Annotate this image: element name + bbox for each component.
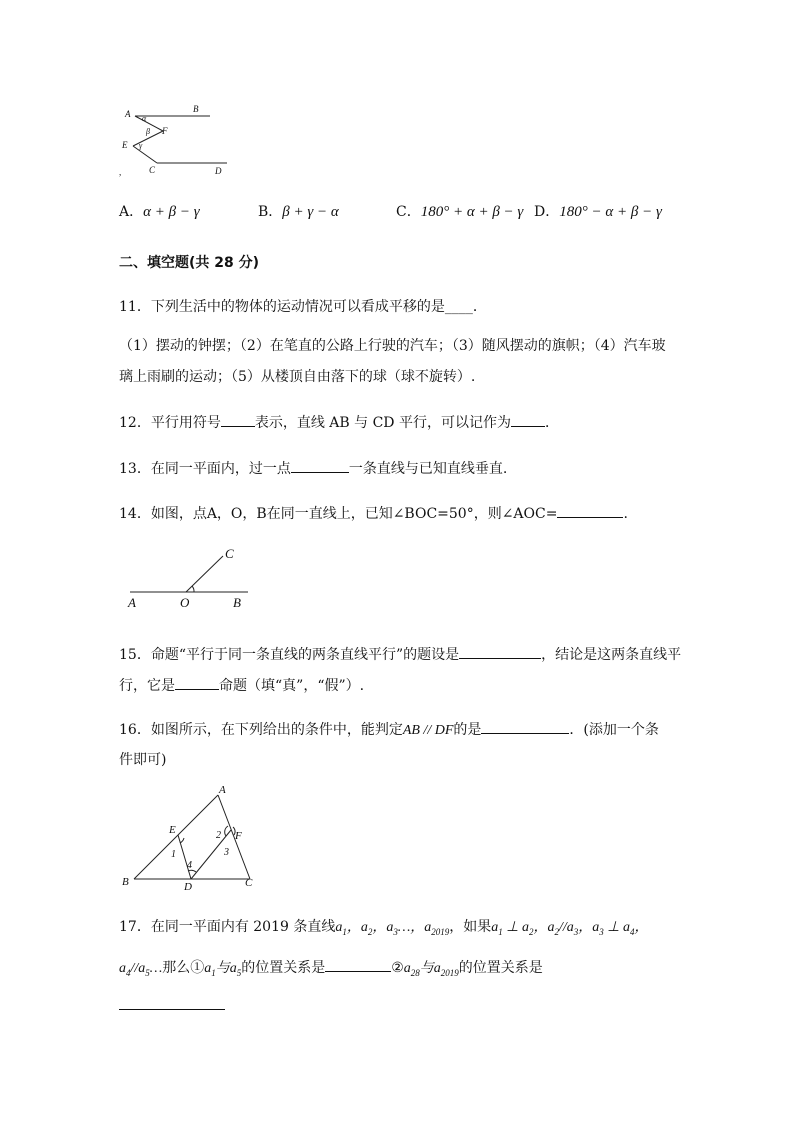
label-1: 1 <box>171 849 176 860</box>
label-O: O <box>180 595 190 610</box>
label-A: A <box>219 784 226 796</box>
figure-q16 <box>118 780 268 892</box>
section-title: 二、填空题(共 28 分) <box>119 255 260 271</box>
label-beta: β <box>146 127 150 136</box>
label-D: D <box>215 166 222 176</box>
label-2: 2 <box>216 830 221 841</box>
question-11-options-line2: 璃上雨刷的运动；（5）从楼顶自由落下的球（球不旋转）. <box>119 369 476 385</box>
answer-blank[interactable] <box>325 957 391 972</box>
label-C: C <box>225 546 234 561</box>
answer-blank[interactable] <box>119 1009 225 1010</box>
answer-blank[interactable] <box>291 458 349 473</box>
option-c: C．180° + α + β − γ <box>396 204 524 220</box>
question-11-stem: 11．下列生活中的物体的运动情况可以看成平移的是____． <box>119 299 487 315</box>
question-14: 14．如图，点A，O，B在同一直线上，已知∠BOC=50°，则∠AOC= . <box>119 503 628 524</box>
expr-a4-a5: $a_4//a_5\dots$ <box>119 961 163 978</box>
answer-blank[interactable] <box>221 412 255 427</box>
options-row <box>119 201 679 223</box>
option-d: D．180° − α + β − γ <box>534 204 662 220</box>
label-3: 3 <box>224 847 229 858</box>
label-gamma: γ <box>139 141 143 150</box>
label-E: E <box>122 140 128 150</box>
label-D: D <box>184 881 192 892</box>
label-B: B <box>233 595 241 610</box>
question-11-options-line1: （1）摆动的钟摆；（2）在笔直的公路上行驶的汽车；（3）随风摆动的旗帜；（4）汽车玻 <box>119 338 666 354</box>
label-E: E <box>169 824 176 836</box>
question-17-line1: 17．在同一平面内有 2019 条直线$a_1$，$a_2$，$a_3\dots$，$a_{2019}$，如果$a_1$ ⊥ $a_2$，$a_2//a_3$，$a_3$ ⊥ $a_4$， <box>119 919 649 937</box>
label-F: F <box>235 830 242 842</box>
question-15-line2: 行，它是 命题（填“真”，“假”）. <box>119 675 364 696</box>
question-15-line1: 15．命题“平行于同一条直线的两条直线平行”的题设是 ，结论是这两条直线平 <box>119 644 681 665</box>
label-4: 4 <box>187 860 192 871</box>
svg-text:,: , <box>119 167 122 177</box>
figure-q10 <box>115 100 235 180</box>
figure-q14 <box>120 540 260 615</box>
question-16-line1: 16．如图所示，在下列给出的条件中，能判定AB // DF的是 ．(添加一个条 <box>119 719 659 741</box>
question-13: 13．在同一平面内，过一点 一条直线与已知直线垂直. <box>119 458 507 479</box>
label-B: B <box>193 104 199 114</box>
question-12: 12．平行用符号 表示，直线 AB 与 CD 平行，可以记作为 ． <box>119 412 559 433</box>
option-b: B．β + γ − α <box>258 204 339 220</box>
question-17-line2: $a_4//a_5\dots$那么$①a_1$与$a_5$的位置关系是 $②a_{28}$与$a_{2019}$的位置关系是 <box>119 957 543 983</box>
label-B: B <box>122 876 129 888</box>
option-a: A．α + β − γ <box>119 204 200 220</box>
expr-a28-a2019: $a_{28}$与$a_{2019}$ <box>403 961 459 978</box>
question-16-line2: 件即可) <box>119 752 167 768</box>
answer-blank[interactable] <box>459 644 541 659</box>
label-A: A <box>125 109 131 119</box>
expr-a1-a5: $a_1$与$a_5$ <box>204 961 242 978</box>
expr-conditions: $a_1$ ⊥ $a_2$，$a_2//a_3$，$a_3$ ⊥ $a_4$， <box>491 920 649 937</box>
answer-blank[interactable] <box>481 719 569 734</box>
answer-blank[interactable] <box>175 675 219 690</box>
label-C: C <box>149 165 156 175</box>
expr-line-list: $a_1$，$a_2$，$a_3\dots$，$a_{2019}$ <box>335 920 450 937</box>
label-alpha: α <box>142 114 147 123</box>
answer-blank[interactable] <box>557 503 623 518</box>
label-F: F <box>162 126 168 136</box>
label-C: C <box>245 877 253 889</box>
label-A: A <box>128 595 136 610</box>
answer-blank[interactable] <box>511 412 545 427</box>
